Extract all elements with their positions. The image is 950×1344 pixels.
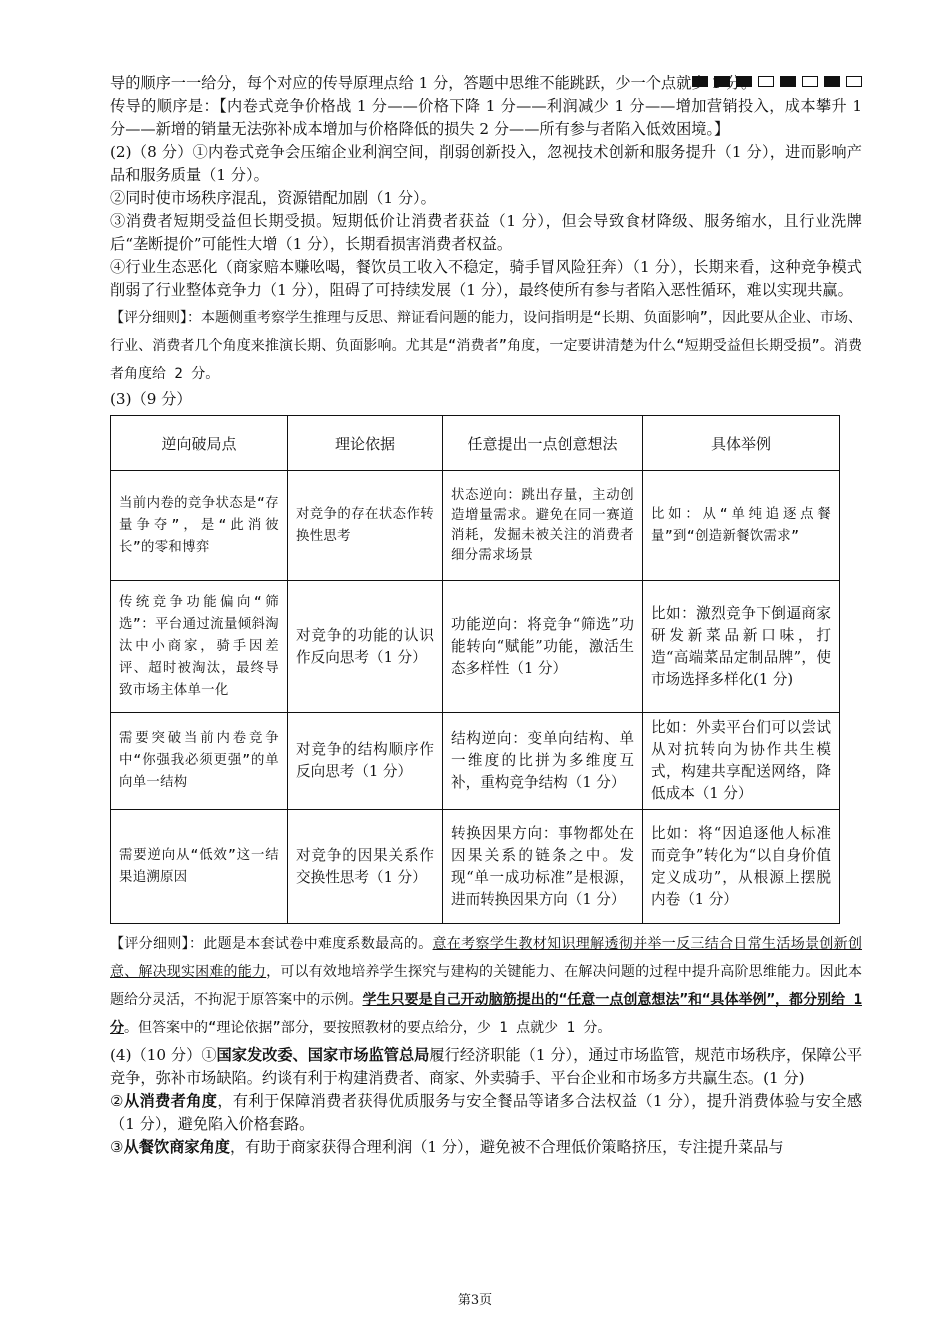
table-row xyxy=(111,471,840,581)
table-cell: 功能逆向：将竞争“筛选”功能转向“赋能”功能，激活生态多样性（1 分） xyxy=(443,581,643,713)
q4-prefix: ③ xyxy=(110,1138,124,1156)
table-cell: 当前内卷的竞争状态是“存量争夺”，是“此消彼长”的零和博弈 xyxy=(111,471,288,581)
table-cell: 对竞争的存在状态作转换性思考 xyxy=(288,471,443,581)
table-cell: 比如：外卖平台们可以尝试从对抗转向为协作共生模式，构建共享配送网络，降低成本（1 分） xyxy=(643,713,840,810)
table-cell: 对竞争的功能的认识作反向思考（1 分） xyxy=(288,581,443,713)
q3-heading: (3)（9 分） xyxy=(110,390,192,408)
q4-prefix: (4)（10 分）① xyxy=(110,1046,217,1064)
scoring-rule-q3-emphasis: 学生只要是自己开动脑筋提出的“任意一点创意想法”和“具体举例”，都分别给 1 分 xyxy=(110,992,862,1036)
paragraph-q4-point3 xyxy=(110,1136,862,1159)
scoring-rule-q3-middle: ，可以有效地培养学生探究与建构的关键能力、在解决问题的过程中提升高阶思维能力。因此本题给分灵活，不拘泥于原答案中的示例。 xyxy=(110,964,863,1008)
table-cell: 转换因果方向：事物都处在因果关系的链条之中。发现“单一成功标准”是根源，进而转换因果方向（1 分） xyxy=(443,810,643,924)
page-content xyxy=(110,72,862,1159)
page-number: 第3页 xyxy=(457,1293,493,1308)
q4-text: ，有利于保障消费者获得优质服务与安全餐品等诸多合法权益（1 分），提升消费体验与安全感（1 分），避免陷入价格套路。 xyxy=(110,1092,863,1133)
table-header: 逆向破局点 xyxy=(111,416,288,471)
paragraph-transmission-order: 传导的顺序是：【内卷式竞争价格战 1 分——价格下降 1 分——利润减少 1 分——增加营销投入，成本攀升 1 分——新增的销量无法弥补成本增加与价格降低的损失 2 分——所有参与者陷入低效困境。】 xyxy=(110,97,862,138)
paragraph-q2-point2: ②同时使市场秩序混乱，资源错配加剧（1 分）。 xyxy=(110,189,436,207)
paragraph-q2-point4: ④行业生态恶化（商家赔本赚吆喝，餐饮员工收入不稳定，骑手冒风险狂奔）（1 分），长期来看，这种竞争模式削弱了行业整体竞争力（1 分），阻碍了可持续发展（1 分），最终使所有参与者陷入恶性循环，难以实现共赢。 xyxy=(110,258,862,299)
scoring-rule-q3 xyxy=(110,930,862,1042)
paragraph-q2-point1: (2)（8 分）①内卷式竞争会压缩企业利润空间，削弱创新投入，忽视技术创新和服务提升（1 分），进而影响产品和服务质量（1 分）。 xyxy=(110,143,862,184)
q4-bold-subject: 国家发改委、国家市场监管总局 xyxy=(216,1046,430,1064)
q4-text: 履行经济职能（1 分），通过市场监管，规范市场秩序，保障公平竞争，弥补市场缺陷。约谈有利于构建消费者、商家、外卖骑手、平台企业和市场多方共赢生态。(1 分) xyxy=(110,1046,863,1087)
table-row xyxy=(111,581,840,713)
scoring-rule-q3-end: 。但答案中的“理论依据”部分，要按照教材的要点给分，少 1 点就少 1 分。 xyxy=(124,1020,612,1036)
paragraph-q2-point3: ③消费者短期受益但长期受损。短期低价让消费者获益（1 分），但会导致食材降级、服务缩水，且行业洗牌后“垄断提价”可能性大增（1 分），长期看损害消费者权益。 xyxy=(110,212,862,253)
table-cell: 比如：将“因追逐他人标准而竞争”转化为“以自身价值定义成功”，从根源上摆脱内卷（1 分） xyxy=(643,810,840,924)
table-header: 理论依据 xyxy=(288,416,443,471)
scoring-rule-q3-underlined: 意在考察学生教材知识理解透彻并举一反三结合日常生活场景创新创意、解决现实困难的能力 xyxy=(110,936,863,980)
table-cell: 对竞争的结构顺序作反向思考（1 分） xyxy=(288,713,443,810)
table-header: 具体举例 xyxy=(643,416,840,471)
scoring-rule-q2: 【评分细则】：本题侧重考察学生推理与反思、辩证看问题的能力，设问指明是“长期、负面影响”，因此要从企业、市场、行业、消费者几个角度来推演长期、负面影响。尤其是“消费者”角度，一定要讲清楚为什么“短期受益但长期受损”。消费者角度给 2 分。 xyxy=(110,310,862,382)
table-cell: 需要逆向从“低效”这一结果追溯原因 xyxy=(111,810,288,924)
table-cell: 比如：从“单纯追逐点餐量”到“创造新餐饮需求” xyxy=(643,471,840,581)
table-cell: 对竞争的因果关系作交换性思考（1 分） xyxy=(288,810,443,924)
table-row xyxy=(111,810,840,924)
paragraph-q4-point2 xyxy=(110,1090,862,1136)
paragraph-q4-point1 xyxy=(110,1044,862,1090)
table-row xyxy=(111,713,840,810)
q4-bold-subject: 从消费者角度 xyxy=(123,1092,218,1110)
q4-bold-subject: 从餐饮商家角度 xyxy=(123,1138,230,1156)
table-header-row xyxy=(111,416,840,471)
answer-table xyxy=(110,415,840,924)
table-cell: 需要突破当前内卷竞争中“你强我必须更强”的单向单一结构 xyxy=(111,713,288,810)
table-header: 任意提出一点创意想法 xyxy=(443,416,643,471)
table-cell: 结构逆向：变单向结构、单一维度的比拼为多维度互补，重构竞争结构（1 分） xyxy=(443,713,643,810)
table-cell: 状态逆向：跳出存量，主动创造增量需求。避免在同一赛道消耗，发掘未被关注的消费者细分需求场景 xyxy=(443,471,643,581)
table-cell: 传统竞争功能偏向“筛选”：平台通过流量倾斜淘汰中小商家，骑手因差评、超时被淘汰，最终导致市场主体单一化 xyxy=(111,581,288,713)
q4-prefix: ② xyxy=(110,1092,124,1110)
q4-text: ，有助于商家获得合理利润（1 分），避免被不合理低价策略挤压，专注提升菜品与 xyxy=(229,1138,784,1156)
table-cell: 比如：激烈竞争下倒逼商家研发新菜品新口味，打造“高端菜品定制品牌”，使市场选择多样化(1 分) xyxy=(643,581,840,713)
scoring-rule-q3-intro: 【评分细则】：此题是本套试卷中难度系数最高的。 xyxy=(110,936,433,952)
paragraph-order-scoring: 导的顺序一一给分，每个对应的传导原理点给 1 分，答题中思维不能跳跃，少一个点就少 1 分。 xyxy=(110,74,757,92)
